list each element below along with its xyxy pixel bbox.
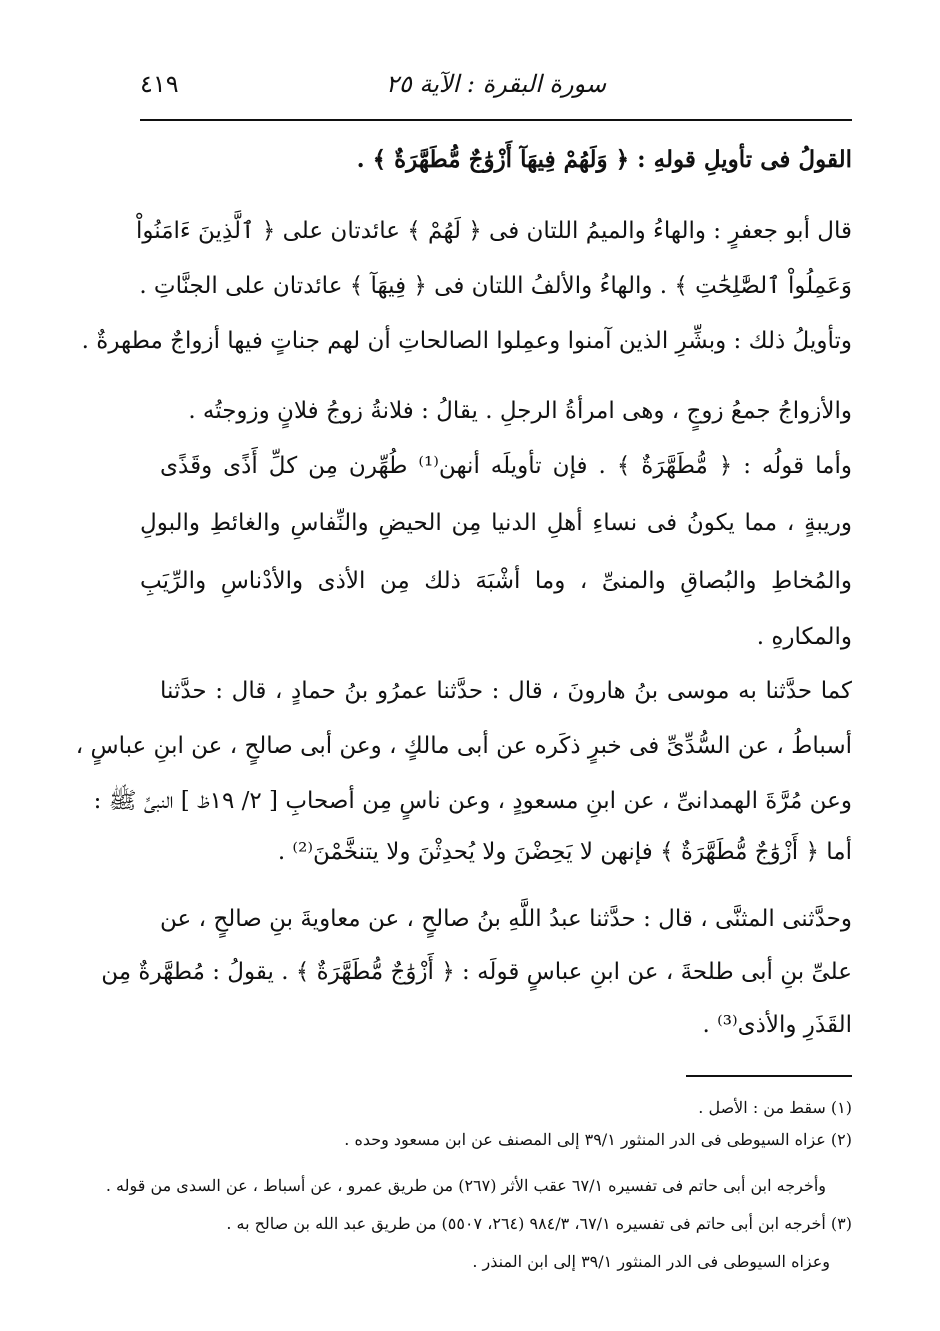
text-line: علىِّ بنِ أبى طلحةَ ، عن ابنِ عباسٍ قولَه : ﴿ أَزْوَٰجٌ مُّطَهَّرَةٌ ﴾ . يقولُ : مُطهَّرةٌ مِن (101, 959, 852, 985)
text-line: قال أبو جعفرٍ : والهاءُ والميمُ اللتان فى ﴿ لَهُمْ ﴾ عائدتان على ﴿ ٱلَّذِينَ ءَامَنُواْ (136, 218, 852, 244)
text-line: القَذَرِ والأذى⁽³⁾ . (702, 1012, 852, 1038)
text-line: والأزواجُ جمعُ زوجٍ ، وهى امرأةُ الرجلِ . يقالُ : فلانةُ زوجُ فلانٍ وزوجتُه . (188, 398, 852, 424)
text-line: وتأويلُ ذلك : وبشِّرِ الذين آمنوا وعمِلوا الصالحاتِ أن لهم جناتٍ فيها أزواجٌ مطهرةٌ . (81, 328, 852, 354)
footnote-rule (686, 1075, 852, 1077)
text-line: وريبةٍ ، مما يكونُ فى نساءِ أهلِ الدنيا مِن الحيضِ والنِّفاسِ والغائطِ والبولِ (140, 510, 852, 536)
text-line: والمكارهِ . (756, 624, 852, 650)
text-line: وأما قولُه : ﴿ مُّطَهَّرَةٌ ﴾ . فإن تأويلَه أنهن⁽¹⁾ طُهِّرن مِن كلِّ أَذًى وقَذًى (160, 453, 852, 479)
text-line: أسباطُ ، عن السُّدِّىِّ فى خبرٍ ذكَره عن أبى مالكٍ ، وعن أبى صالحٍ ، عن ابنِ عباسٍ ، (75, 733, 852, 759)
page-header (140, 68, 852, 104)
running-head-title: سورة البقرة : الآية ٢٥ (385, 70, 607, 98)
footnote-continuation: وأخرجه ابن أبى حاتم فى تفسيره ٦٧/١ عقب الأثر (٢٦٧) من طريق عمرو ، عن أسباط ، عن السدى من قوله . (105, 1176, 826, 1195)
footnote: (٢) عزاه السيوطى فى الدر المنثور ٣٩/١ إلى المصنف عن ابن مسعود وحده . (344, 1130, 852, 1149)
text-line: وَعَمِلُواْ ٱلصَّٰلِحَٰتِ ﴾ . والهاءُ والألفُ اللتان فى ﴿ فِيهَآ ﴾ عائدتان على الجنَّاتِ . (139, 273, 852, 299)
text-line: أما ﴿ أَزْوَٰجٌ مُّطَهَّرَةٌ ﴾ فإنهن لا يَحِضْنَ ولا يُحدِثْنَ ولا يتنخَّمْنَ⁽²⁾ . (277, 839, 852, 865)
text-line: وعن مُرَّةَ الهمدانىِّ ، عن ابنِ مسعودٍ ، وعن ناسٍ مِن أصحابِ [ ٢/ ١٩ظ ] النبىِّ ﷺ : (93, 788, 852, 814)
section-heading: القولُ فى تأويلِ قولهِ : ﴿ وَلَهُمْ فِيهَآ أَزْوَٰجٌ مُّطَهَّرَةٌ ﴾ . (356, 146, 852, 173)
page-number: ٤١٩ (140, 70, 179, 98)
header-rule (140, 119, 852, 121)
text-line: كما حدَّثنا به موسى بنُ هارونَ ، قال : حدَّثنا عمرُو بنُ حمادٍ ، قال : حدَّثنا (160, 678, 852, 704)
footnote: (١) سقط من : الأصل . (698, 1098, 852, 1117)
text-line: والمُخاطِ والبُصاقِ والمنىِّ ، وما أشْبَهَ ذلك مِن الأذى والأدْناسِ والرِّيَبِ (140, 568, 852, 594)
footnote: (٣) أخرجه ابن أبى حاتم فى تفسيره ٦٧/١، ٩٨٤/٣ (٢٦٤، ٥٥٠٧) من طريق عبد الله بن صالح به . (226, 1214, 852, 1233)
text-line: وحدَّثنى المثنَّى ، قال : حدَّثنا عبدُ اللَّهِ بنُ صالحٍ ، عن معاويةَ بنِ صالحٍ ، عن (160, 906, 852, 932)
footnote-continuation: وعزاه السيوطى فى الدر المنثور ٣٩/١ إلى ابن المنذر . (472, 1252, 830, 1271)
